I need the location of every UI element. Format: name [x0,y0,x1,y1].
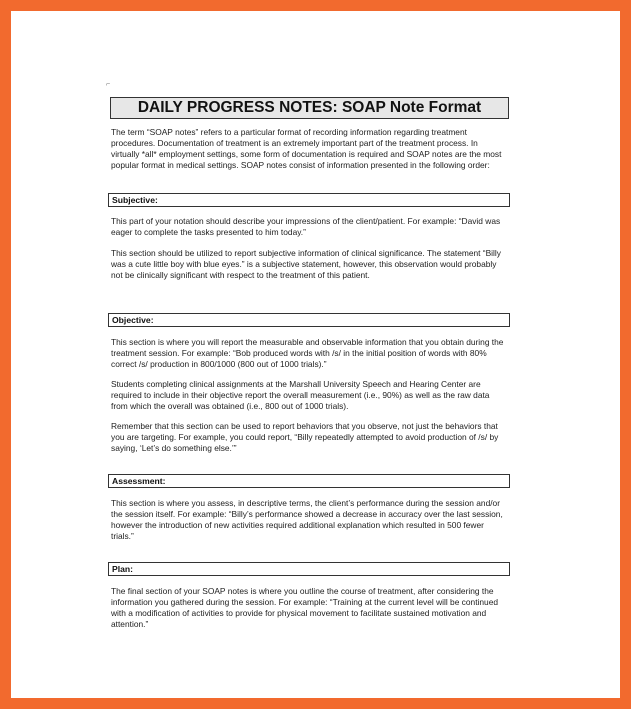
objective-paragraph-3: Remember that this section can be used to report behaviors that you observe, not just the behaviors that you are targeting. For example, you could report, “Billy repeatedly attempted to avoid production of /s/ by saying, ‘Let’s do something else.’” [111,421,499,453]
paragraph-mark: ⌐ [106,81,111,88]
section-heading-plan: Plan: [108,562,510,576]
objective-paragraph-1: This section is where you will report the measurable and observable information that you obtain during the treatment session. For example: “Bob produced words with /s/ in the initial position of words with 80% correct /s/ production in 800/1000 (800 out of 1000 trials).” [111,337,504,369]
subjective-paragraph-2: This section should be utilized to report subjective information of clinical significance. The statement “Billy was a cute little boy with blue eyes.” is a subjective statement, however, this observation would probably not be clinically significant with respect to the treatment of this patient. [111,248,501,280]
plan-paragraph-1: The final section of your SOAP notes is where you outline the course of treatment, after considering the information you gathered during the session. For example: “Training at the current level will be continued with a modification of activities to provide for physical movement to facilitate sustained motivation and attention.” [111,586,499,629]
section-heading-objective: Objective: [108,313,510,327]
document-page [11,11,620,698]
objective-paragraph-2: Students completing clinical assignments at the Marshall University Speech and Hearing Center are required to include in their objective report the overall measurement (i.e., 90%) as well as the raw data from which the overall was obtained (i.e., 800 out of 1000 trials). [111,379,490,411]
document-title: DAILY PROGRESS NOTES: SOAP Note Format [110,97,509,119]
subjective-paragraph-1: This part of your notation should describe your impressions of the client/patient. For example: “David was eager to complete the tasks presented to him today.” [111,216,501,237]
assessment-paragraph-1: This section is where you assess, in descriptive terms, the client’s performance during the session and/or the session itself. For example: “Billy’s performance showed a decrease in accuracy over the last session, however the introduction of new activities required additional explanation which resulted in 500 fewer trials.” [111,498,503,541]
section-heading-assessment: Assessment: [108,474,510,488]
section-heading-subjective: Subjective: [108,193,510,207]
intro-paragraph: The term “SOAP notes” refers to a particular format of recording information regarding treatment procedures. Documentation of treatment is an extremely important part of the treatment process. In virtually *all* employment settings, some form of documentation is required and SOAP notes are the most popular format in medical settings. SOAP notes consist of information presented in the following order: [111,127,502,170]
